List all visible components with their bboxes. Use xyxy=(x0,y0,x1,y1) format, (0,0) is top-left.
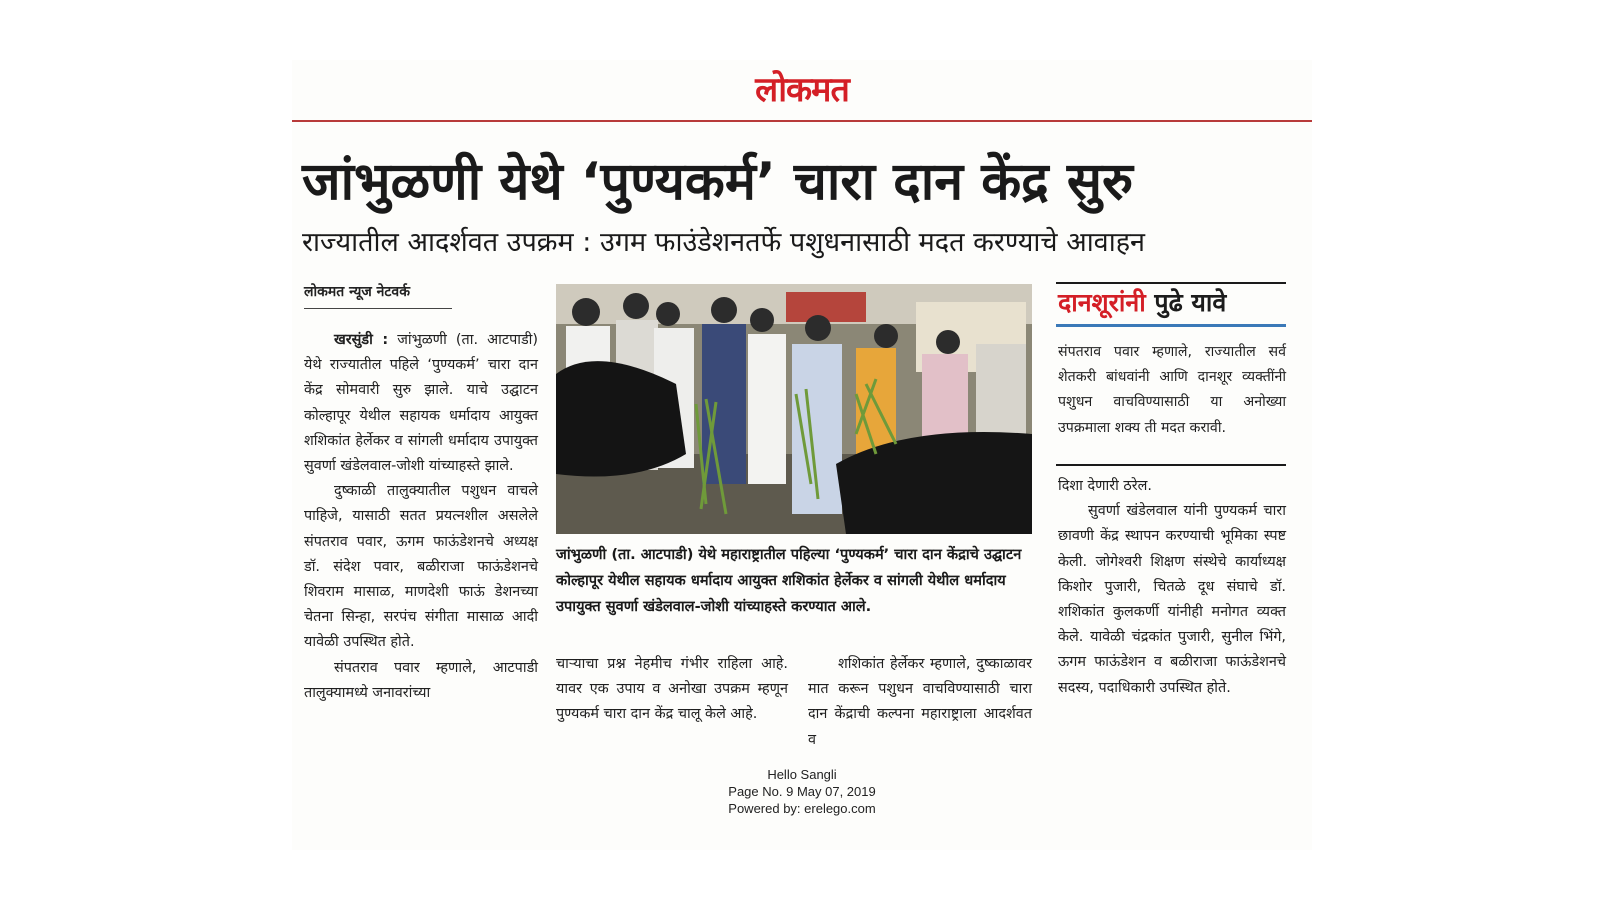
newspaper-clipping xyxy=(292,60,1312,850)
article-column-4 xyxy=(1058,474,1286,701)
masthead-rule xyxy=(292,120,1312,122)
byline-rule xyxy=(304,308,452,309)
article-column-3: शशिकांत हेर्लेकर म्हणाले, दुष्काळावर मात करून पशुधन वाचविण्यासाठी चारा दान केंद्राची कल्पना महाराष्ट्राला आदर्शवत व xyxy=(808,656,1032,748)
masthead-logo: लोकमत xyxy=(755,70,849,110)
sidebar-title-rest: पुढे यावे xyxy=(1154,288,1227,317)
footer-page-date: Page No. 9 May 07, 2019 xyxy=(728,784,876,799)
sidebar-title-highlight: दानशूरांनी xyxy=(1058,288,1146,317)
article-column-1 xyxy=(304,328,538,706)
paragraph-text: जांभुळणी (ता. आटपाडी) येथे राज्यातील पहिले ‘पुण्यकर्म’ चारा दान केंद्र सोमवारी सुरु झाले. याचे उद्घाटन कोल्हापूर येथील सहायक धर्मादाय आयुक्त शशिकांत हेर्लेकर व सांगली धर्मादाय उपायुक्त सुवर्णा खंडेलवाल-जोशी यांच्याहस्ते झाले. xyxy=(304,332,539,475)
sidebar-accent-rule xyxy=(1056,324,1286,327)
headline: जांभुळणी येथे ‘पुण्यकर्म’ चारा दान केंद्र सुरु xyxy=(302,152,1134,212)
sidebar-bottom-rule xyxy=(1056,464,1286,466)
news-photo xyxy=(556,284,1032,534)
sidebar-text: संपतराव पवार म्हणाले, राज्यातील सर्व शेतकरी बांधवांनी आणि दानशूर व्यक्तींनी पशुधन वाचविण्यासाठी या अनोख्या उपक्रमाला शक्य ती मदत करावी. xyxy=(1058,344,1286,436)
dateline: खरसुंडी : xyxy=(334,332,389,348)
article-column-2: चाऱ्याचा प्रश्न नेहमीच गंभीर राहिला आहे. यावर एक उपाय व अनोखा उपक्रम म्हणून पुण्यकर्म चारा दान केंद्र चालू केले आहे. xyxy=(556,656,788,723)
paragraph-lead xyxy=(304,328,538,479)
paragraph: सुवर्णा खंडेलवाल यांनी पुण्यकर्म चारा छावणी केंद्र स्थापन करण्याची भूमिका स्पष्ट केली. जोगेश्वरी शिक्षण संस्थेचे कार्याध्यक्ष किशोर पुजारी, चितळे दूध संघाचे डॉ. शशिकांत कुलकर्णी यांनीही मनोगत व्यक्त केले. यावेळी चंद्रकांत पुजारी, सुनील भिंगे, ऊगम फाऊंडेशन व बळीराजा फाऊंडेशनचे सदस्य, पदाधिकारी उपस्थित होते. xyxy=(1058,503,1286,696)
footer-edition: Hello Sangli xyxy=(767,767,837,782)
footer-powered-by: Powered by: erelego.com xyxy=(728,801,876,816)
paragraph: दिशा देणारी ठरेल. xyxy=(1058,478,1152,494)
sidebar-title xyxy=(1058,286,1288,320)
paragraph: दुष्काळी तालुक्यातील पशुधन वाचले पाहिजे, यासाठी सतत प्रयत्नशील असलेले संपतराव पवार, ऊगम फाऊंडेशनचे अध्यक्ष डॉ. संदेश पवार, बळीराजा फाऊंडेशनचे शिवराम मासाळ, माणदेशी फाऊं डेशनच्या चेतना सिन्हा, सरपंच संगीता मासाळ आदी यावेळी उपस्थित होते. xyxy=(304,483,538,651)
cattle-fodder-photo-illustration xyxy=(556,284,1032,534)
byline: लोकमत न्यूज नेटवर्क xyxy=(304,284,410,300)
photo-caption: जांभुळणी (ता. आटपाडी) येथे महाराष्ट्रातील पहिल्या ‘पुण्यकर्म’ चारा दान केंद्राचे उद्घाटन कोल्हापूर येथील सहायक धर्मादाय आयुक्त शशिकांत हेर्लेकर व सांगली येथील धर्मादाय उपायुक्त सुवर्णा खंडेलवाल-जोशी यांच्याहस्ते करण्यात आले. xyxy=(556,546,1022,615)
paragraph: संपतराव पवार म्हणाले, आटपाडी तालुक्यामध्ये जनावरांच्या xyxy=(304,659,538,701)
epaper-footer xyxy=(292,766,1312,817)
sidebar-top-rule xyxy=(1056,282,1286,284)
subheadline: राज्यातील आदर्शवत उपक्रम : उगम फाउंडेशनतर्फे पशुधनासाठी मदत करण्याचे आवाहन xyxy=(302,227,1146,258)
